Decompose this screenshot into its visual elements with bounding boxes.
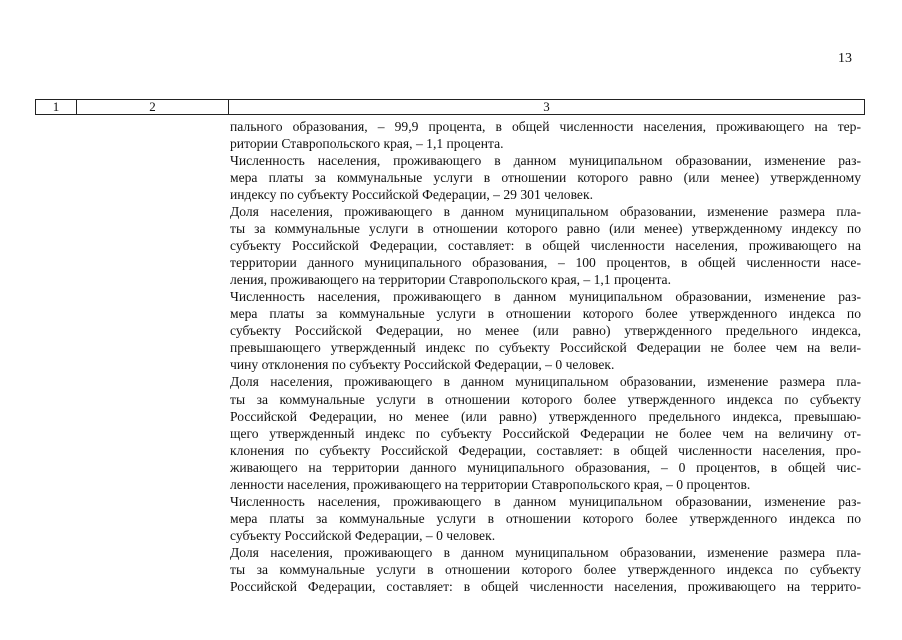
text-line: индексу по субъекту Российской Федерации, – 29 301 человек. [230,187,593,203]
text-line: ты за коммунальные услуги в отношении которого более утвержденного индекса по субъекту [230,561,861,577]
document-body [230,118,861,595]
text-line: ритории Ставропольского края, – 1,1 процента. [230,136,504,152]
text-line: субъекту Российской Федерации, составляет: в общей численности населения, проживающего на [230,238,861,254]
text-line: щего утвержденный индекс по субъекту Российской Федерации не более чем на величину от- [230,425,861,441]
paragraph [230,152,861,203]
text-line: ленности населения, проживающего на территории Ставропольского края, – 0 процентов. [230,476,751,492]
text-line: мера платы за коммунальные услуги в отношении которого более утвержденного индекса по [230,510,861,526]
text-line: живающего на территории данного муниципального образования, – 0 процентов, в общей чис- [230,459,861,475]
text-line: Российской Федерации, составляет: в общей численности населения, проживающего на террито- [230,578,861,594]
text-line: Доля населения, проживающего в данном муниципальном образовании, изменение размера пла- [230,204,861,220]
column-number-2: 2 [77,100,229,114]
column-number-3: 3 [543,99,550,114]
page-number: 13 [838,51,852,66]
paragraph [230,203,861,288]
text-line: Российской Федерации, но менее (или равно) утвержденного предельного индекса, превышаю- [230,408,861,424]
text-line: субъекту Российской Федерации, но менее (или равно) утвержденного предельного индекса, [230,323,861,339]
paragraph [230,288,861,373]
paragraph [230,373,861,492]
table-header-row [35,99,865,115]
column-number-1: 1 [36,100,77,114]
text-line: превышающего утвержденный индекс по субъекту Российской Федерации не более чем на вели- [230,340,861,356]
text-line: Доля населения, проживающего в данном муниципальном образовании, изменение размера пла- [230,374,861,390]
paragraph [230,544,861,595]
text-line: Доля населения, проживающего в данном муниципальном образовании, изменение размера пла- [230,544,861,560]
text-line: ления, проживающего на территории Ставропольского края, – 1,1 процента. [230,272,671,288]
paragraph [230,118,861,152]
text-line: чину отклонения по субъекту Российской Федерации, – 0 человек. [230,357,615,373]
text-line: Численность населения, проживающего в данном муниципальном образовании, изменение раз- [230,493,861,509]
text-line: ты за коммунальные услуги в отношении которого равно (или менее) утвержденному индексу по [230,221,861,237]
text-line: ты за коммунальные услуги в отношении которого более утвержденного индекса по субъекту [230,391,861,407]
text-line: мера платы за коммунальные услуги в отношении которого равно (или менее) утвержденному [230,170,861,186]
text-line: мера платы за коммунальные услуги в отношении которого более утвержденного индекса по [230,306,861,322]
text-line: клонения по субъекту Российской Федерации, составляет: в общей численности населения, про- [230,442,861,458]
text-line: субъекту Российской Федерации, – 0 человек. [230,527,496,543]
paragraph [230,493,861,544]
text-line: территории данного муниципального образования, – 100 процентов, в общей численности насе- [230,255,861,271]
text-line: Численность населения, проживающего в данном муниципальном образовании, изменение раз- [230,153,861,169]
text-line: пального образования, – 99,9 процента, в общей численности населения, проживающего на тер- [230,119,861,134]
text-line: Численность населения, проживающего в данном муниципальном образовании, изменение раз- [230,289,861,305]
